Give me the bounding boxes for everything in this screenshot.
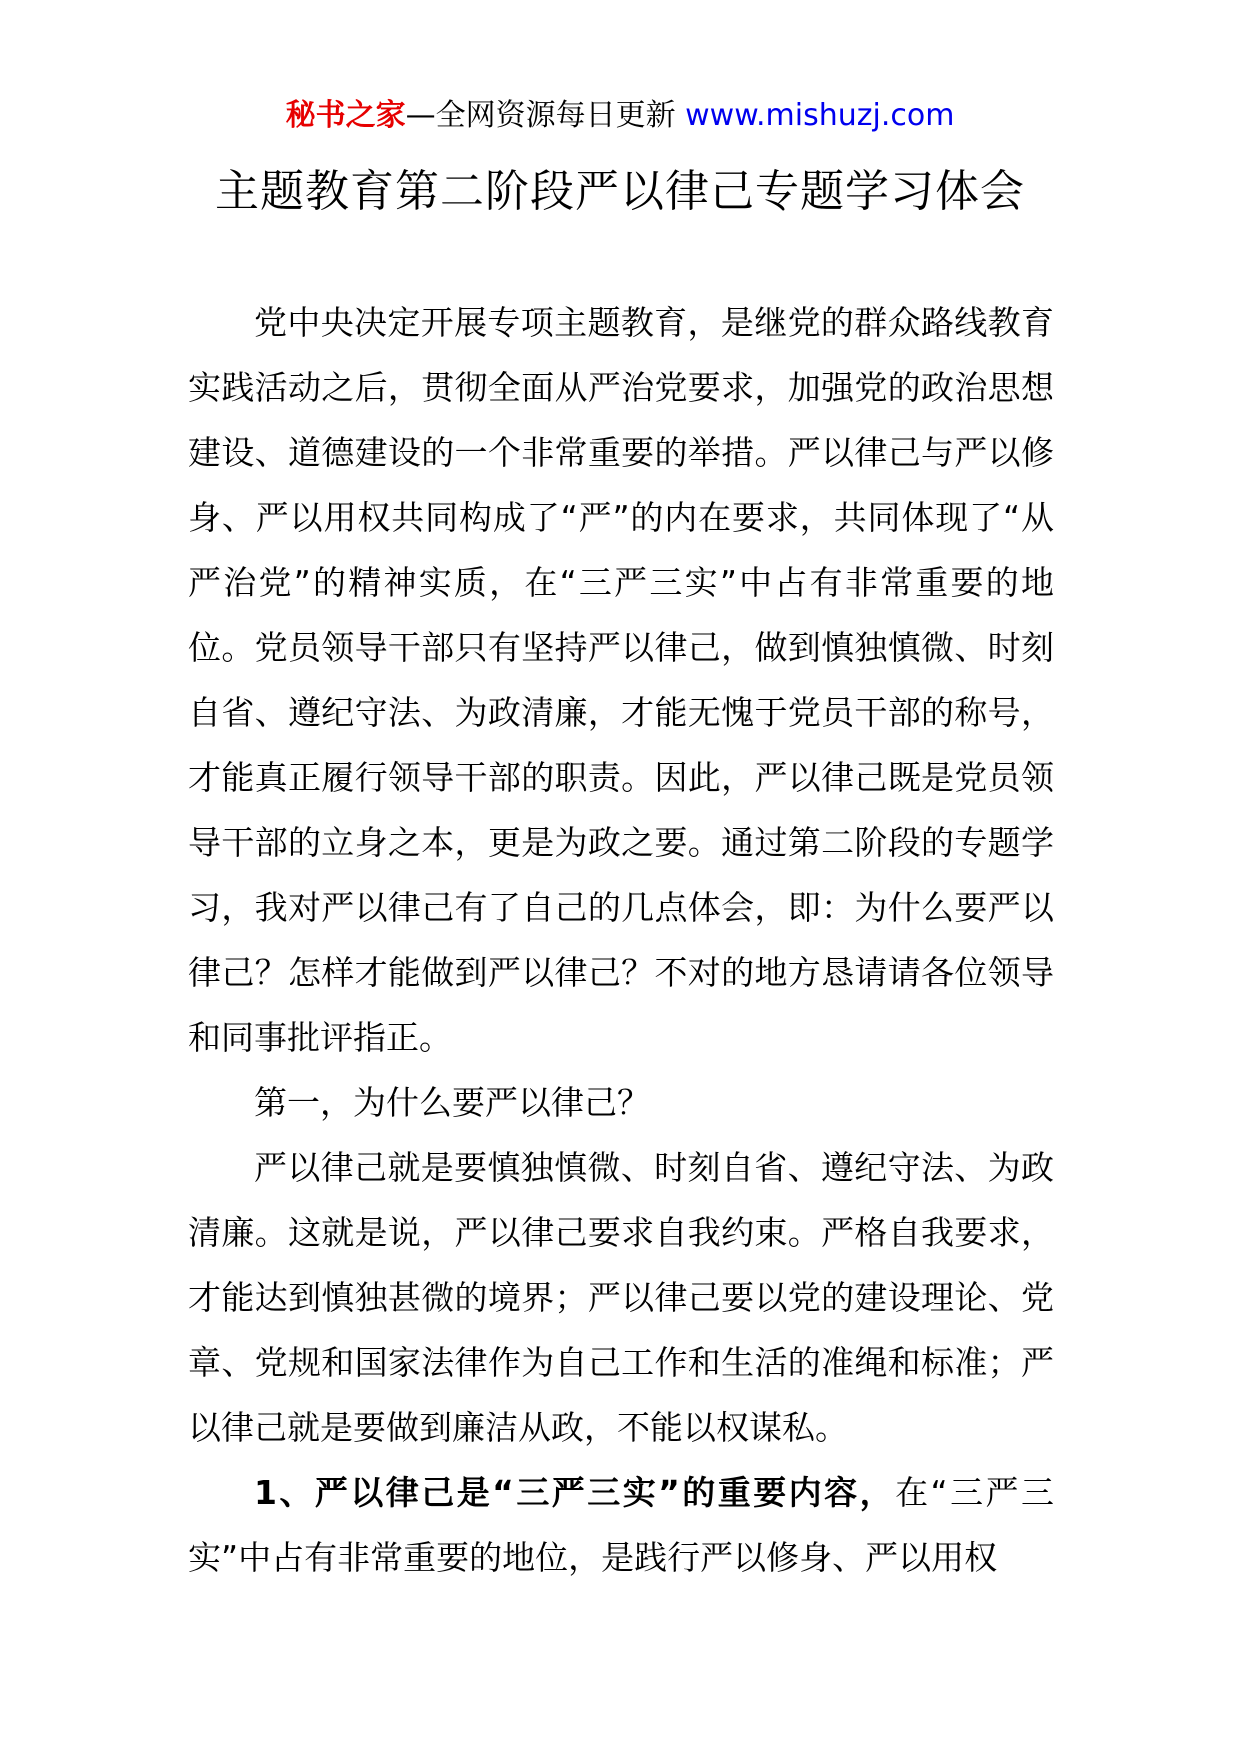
section-heading: 第一，为什么要严以律己？ <box>254 1083 650 1122</box>
point-heading: 1、严以律己是“三严三实”的重要内容， <box>254 1473 896 1512</box>
point-paragraph <box>188 1460 1054 1590</box>
site-brand: 秘书之家 <box>285 98 406 133</box>
point-text: 在“三严三实”中占有非常重要的地位，是践行严以修身、严以用权 <box>188 1473 1054 1577</box>
intro-paragraph: 党中央决定开展专项主题教育，是继党的群众路线教育实践活动之后，贯彻全面从严治党要求，加强党的政治思想建设、道德建设的一个非常重要的举措。严以律己与严以修身、严以用权共同构成了“严”的内在要求，共同体现了“从严治党”的精神实质，在“三严三实”中占有非常重要的地位。党员领导干部只有坚持严以律己，做到慎独慎微、时刻自省、遵纪守法、为政清廉，才能无愧于党员干部的称号，才能真正履行领导干部的职责。因此，严以律己既是党员领导干部的立身之本，更是为政之要。通过第二阶段的专题学习，我对严以律己有了自己的几点体会，即：为什么要严以律己？怎样才能做到严以律己？不对的地方恳请请各位领导和同事批评指正。 <box>188 303 1054 1057</box>
site-slogan: —全网资源每日更新 <box>405 98 686 133</box>
document-title: 主题教育第二阶段严以律己专题学习体会 <box>215 166 1025 217</box>
site-header <box>0 96 1240 136</box>
site-url-link[interactable]: www.mishuzj.com <box>685 98 955 133</box>
section-paragraph: 严以律己就是要慎独慎微、时刻自省、遵纪守法、为政清廉。这就是说，严以律己要求自我约束。严格自我要求，才能达到慎独甚微的境界；严以律己要以党的建设理论、党章、党规和国家法律作为自己工作和生活的准绳和标准；严以律己就是要做到廉洁从政，不能以权谋私。 <box>188 1148 1054 1447</box>
document-body <box>188 290 1054 1590</box>
